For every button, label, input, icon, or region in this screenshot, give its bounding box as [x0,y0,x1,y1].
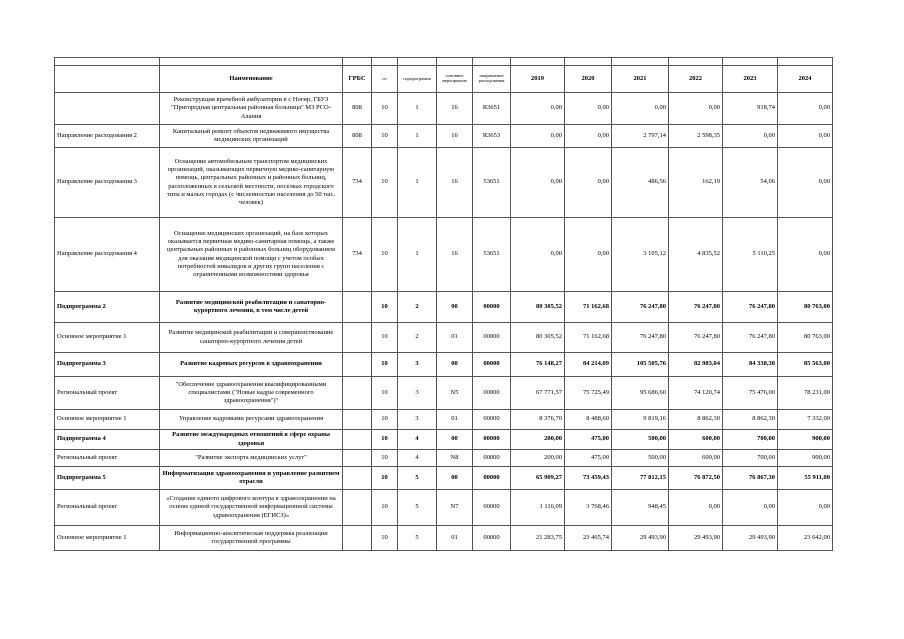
main-event-cell: 00 [437,292,473,323]
year-value-cell: 486,56 [612,148,669,218]
direction-code-cell: 00000 [473,323,511,353]
year-value-cell: 80 305,52 [511,323,565,353]
table-row [55,467,833,490]
main-event-cell: 01 [437,410,473,430]
direction-cell: Подпрограмма 2 [55,292,160,323]
direction-code-cell: 00000 [473,377,511,410]
header-empty [55,66,160,93]
year-value-cell: 2 797,14 [612,125,669,148]
direction-code-cell: 00000 [473,430,511,450]
year-value-cell: 900,00 [778,430,833,450]
subprogram-cell: 3 [398,377,437,410]
main-event-cell: N5 [437,377,473,410]
direction-cell: Подпрограмма 4 [55,430,160,450]
year-value-cell: 23 642,00 [778,526,833,551]
year-value-cell: 0,00 [723,125,778,148]
year-value-cell: 80 763,00 [778,292,833,323]
subprogram-cell: 5 [398,526,437,551]
direction-cell: Подпрограмма 3 [55,353,160,377]
year-value-cell: 8 376,70 [511,410,565,430]
grbs-cell [343,526,372,551]
year-value-cell: 76 247,80 [669,292,723,323]
main-event-cell: 01 [437,526,473,551]
direction-code-cell: 00000 [473,490,511,526]
year-value-cell: 475,00 [565,430,612,450]
year-value-cell: 3 105,12 [612,218,669,292]
direction-cell: Региональный проект [55,450,160,467]
subprogram-cell: 1 [398,218,437,292]
header-name: Наименование [160,66,343,93]
year-value-cell: 0,00 [511,218,565,292]
year-value-cell: 918,74 [723,93,778,125]
name-cell: "Развитие экспорта медицинских услуг" [160,450,343,467]
year-value-cell: 0,00 [565,218,612,292]
table-row [55,323,833,353]
year-value-cell: 29 493,90 [612,526,669,551]
year-value-cell: 105 505,76 [612,353,669,377]
year-value-cell: 600,00 [669,450,723,467]
table-row [55,490,833,526]
year-value-cell: 80 305,52 [511,292,565,323]
year-value-cell: 71 162,68 [565,323,612,353]
year-value-cell: 0,00 [565,125,612,148]
table-row [55,526,833,551]
grbs-cell [343,450,372,467]
budget-table [54,57,833,551]
name-cell: Информационно-аналитическая поддержка реализации государственной программы [160,526,343,551]
name-cell: "Обеспечение здравоохранения квалифицированными специалистами ("Новые кадры современного здравоохранения")" [160,377,343,410]
grbs-cell [343,292,372,323]
table-row [55,125,833,148]
table-row [55,430,833,450]
main-event-cell: 16 [437,93,473,125]
header-main-event: основное мероприятие [437,66,473,93]
year-value-cell: 76 247,80 [612,292,669,323]
year-value-cell: 0,00 [511,93,565,125]
name-cell: «Создание единого цифрового контура в здравоохранении на основе единой государственной информационной системы здравоохранения (ЕГИСЗ)» [160,490,343,526]
year-value-cell: 500,00 [612,450,669,467]
year-value-cell: 76 247,80 [612,323,669,353]
header-subprogram: подпрограмма [398,66,437,93]
direction-code-cell: R3651 [473,93,511,125]
year-value-cell: 0,00 [778,125,833,148]
direction-cell [55,93,160,125]
main-event-cell: 01 [437,323,473,353]
grbs-cell: 734 [343,218,372,292]
gp-cell: 10 [372,430,398,450]
grbs-cell [343,353,372,377]
header-grbs: ГРБС [343,66,372,93]
main-event-cell: 00 [437,467,473,490]
direction-code-cell: 00000 [473,467,511,490]
direction-code-cell: 53651 [473,148,511,218]
year-value-cell: 7 332,00 [778,410,833,430]
subprogram-cell: 4 [398,430,437,450]
gp-cell: 10 [372,292,398,323]
header-year: 2023 [723,66,778,93]
year-value-cell: 29 493,90 [723,526,778,551]
direction-code-cell: 00000 [473,353,511,377]
direction-cell: Основное мероприятие 1 [55,526,160,551]
year-value-cell: 76 247,80 [723,323,778,353]
name-cell: Оснащение автомобильным транспортом медицинских организаций, оказывающих первичную медико-санитарную помощь, центральных районных и районных больниц, расположенных в сельской местности, поселках городского типа и малых городах (с численностью населения до 50 тыс. человек) [160,148,343,218]
direction-cell: Основное мероприятие 1 [55,410,160,430]
gp-cell: 10 [372,218,398,292]
year-value-cell: 76 247,80 [669,323,723,353]
year-value-cell: 2 598,35 [669,125,723,148]
main-event-cell: N7 [437,490,473,526]
main-event-cell: 16 [437,148,473,218]
year-value-cell: 76 867,30 [723,467,778,490]
direction-code-cell: 00000 [473,292,511,323]
table-row [55,148,833,218]
year-value-cell: 0,00 [778,148,833,218]
year-value-cell: 600,00 [669,430,723,450]
subprogram-cell: 1 [398,93,437,125]
name-cell: Развитие медицинской реабилитации и совершенствование санаторно-курортного лечения детей [160,323,343,353]
year-value-cell: 200,00 [511,430,565,450]
year-value-cell: 3 768,46 [565,490,612,526]
table-row [55,410,833,430]
year-value-cell: 84 338,30 [723,353,778,377]
year-value-cell: 475,00 [565,450,612,467]
year-value-cell: 8 488,60 [565,410,612,430]
year-value-cell: 85 563,00 [778,353,833,377]
grbs-cell: 808 [343,93,372,125]
gp-cell: 10 [372,148,398,218]
year-value-cell: 162,19 [669,148,723,218]
direction-cell: Основное мероприятие 1 [55,323,160,353]
grbs-cell [343,323,372,353]
year-value-cell: 0,00 [565,93,612,125]
grbs-cell [343,410,372,430]
year-value-cell: 65 909,27 [511,467,565,490]
header-direction: направление расходования [473,66,511,93]
grbs-cell: 808 [343,125,372,148]
year-value-cell: 8 862,30 [669,410,723,430]
year-value-cell: 900,00 [778,450,833,467]
year-value-cell: 84 214,09 [565,353,612,377]
year-value-cell: 0,00 [511,148,565,218]
header-gp: гп [372,66,398,93]
year-value-cell: 77 812,15 [612,467,669,490]
subprogram-cell: 3 [398,353,437,377]
year-value-cell: 700,00 [723,450,778,467]
grbs-cell [343,377,372,410]
year-value-cell: 76 247,80 [723,292,778,323]
year-value-cell: 74 120,74 [669,377,723,410]
year-value-cell: 200,00 [511,450,565,467]
grbs-cell: 734 [343,148,372,218]
year-value-cell: 71 162,68 [565,292,612,323]
year-value-cell: 0,00 [723,490,778,526]
gp-cell: 10 [372,467,398,490]
year-value-cell: 29 493,90 [669,526,723,551]
direction-cell: Направление расходования 4 [55,218,160,292]
year-value-cell: 23 465,74 [565,526,612,551]
name-cell: Развитие международных отношений в сфере охраны здоровья [160,430,343,450]
year-value-cell: 0,00 [511,125,565,148]
year-value-cell: 73 459,43 [565,467,612,490]
year-value-cell: 5 110,25 [723,218,778,292]
year-value-cell: 95 686,60 [612,377,669,410]
year-value-cell: 75 725,49 [565,377,612,410]
header-year: 2024 [778,66,833,93]
table-row [55,93,833,125]
name-cell: Информатизация здравоохранения и управление развитием отрасли [160,467,343,490]
year-value-cell: 700,00 [723,430,778,450]
subprogram-cell: 3 [398,410,437,430]
subprogram-cell: 4 [398,450,437,467]
year-value-cell: 78 231,00 [778,377,833,410]
year-value-cell: 21 283,75 [511,526,565,551]
table-row [55,292,833,323]
header-year: 2020 [565,66,612,93]
name-cell: Реконструкция врачебной амбулатории в с Ногир, ГБУЗ "Пригородная центральная районная больница" МЗ РСО-Алания [160,93,343,125]
direction-code-cell: 00000 [473,526,511,551]
subprogram-cell: 5 [398,467,437,490]
grbs-cell [343,467,372,490]
subprogram-cell: 1 [398,148,437,218]
year-value-cell: 0,00 [565,148,612,218]
grbs-cell [343,430,372,450]
direction-code-cell: R3653 [473,125,511,148]
year-value-cell: 76 872,50 [669,467,723,490]
name-cell: Развитие медицинской реабилитации и санаторно-курортного лечения, в том числе детей [160,292,343,323]
direction-cell: Подпрограмма 5 [55,467,160,490]
name-cell: Развитие кадровых ресурсов в здравоохранении [160,353,343,377]
gp-cell: 10 [372,323,398,353]
gp-cell: 10 [372,410,398,430]
header-year: 2021 [612,66,669,93]
year-value-cell: 1 116,09 [511,490,565,526]
year-value-cell: 500,00 [612,430,669,450]
direction-cell: Региональный проект [55,490,160,526]
direction-cell: Направление расходования 3 [55,148,160,218]
gp-cell: 10 [372,450,398,467]
direction-code-cell: 53651 [473,218,511,292]
grbs-cell [343,490,372,526]
year-value-cell: 0,00 [669,490,723,526]
subprogram-cell: 2 [398,323,437,353]
subprogram-cell: 1 [398,125,437,148]
gp-cell: 10 [372,377,398,410]
main-event-cell: 00 [437,430,473,450]
gp-cell: 10 [372,93,398,125]
main-event-cell: 00 [437,353,473,377]
gp-cell: 10 [372,125,398,148]
year-value-cell: 8 862,30 [723,410,778,430]
header-year: 2019 [511,66,565,93]
header-top-row [55,58,833,66]
year-value-cell: 0,00 [778,93,833,125]
table-row [55,377,833,410]
year-value-cell: 948,45 [612,490,669,526]
gp-cell: 10 [372,490,398,526]
year-value-cell: 55 911,00 [778,467,833,490]
year-value-cell: 9 819,16 [612,410,669,430]
year-value-cell: 0,00 [669,93,723,125]
direction-code-cell: 00000 [473,410,511,430]
subprogram-cell: 5 [398,490,437,526]
table-row [55,353,833,377]
year-value-cell: 54,06 [723,148,778,218]
year-value-cell: 0,00 [778,218,833,292]
gp-cell: 10 [372,526,398,551]
subprogram-cell: 2 [398,292,437,323]
main-event-cell: 16 [437,125,473,148]
direction-cell: Региональный проект [55,377,160,410]
year-value-cell: 82 983,04 [669,353,723,377]
header-year: 2022 [669,66,723,93]
year-value-cell: 4 835,52 [669,218,723,292]
direction-code-cell: 00000 [473,450,511,467]
name-cell: Капитальный ремонт объектов недвижимого имущества медицинских организаций [160,125,343,148]
direction-cell: Направление расходования 2 [55,125,160,148]
year-value-cell: 76 148,27 [511,353,565,377]
year-value-cell: 0,00 [778,490,833,526]
main-event-cell: 16 [437,218,473,292]
table-row [55,450,833,467]
year-value-cell: 80 763,00 [778,323,833,353]
table-row [55,218,833,292]
gp-cell: 10 [372,353,398,377]
name-cell: Управление кадровыми ресурсами здравоохранения [160,410,343,430]
table-header-row [55,66,833,93]
year-value-cell: 67 771,57 [511,377,565,410]
year-value-cell: 75 476,00 [723,377,778,410]
year-value-cell: 0,00 [612,93,669,125]
name-cell: Оснащение медицинских организаций, на базе которых оказывается первичная медико-санитарная помощь, а также центральных районных и районных больниц оборудованием для оказания медицинской помощи с учетом особых потребностей инвалидов и других групп населения с ограниченными возможностями здоровья [160,218,343,292]
main-event-cell: N8 [437,450,473,467]
